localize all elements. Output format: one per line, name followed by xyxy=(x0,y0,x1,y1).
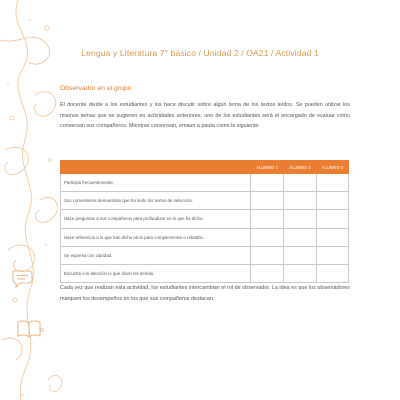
score-cell[interactable] xyxy=(317,210,349,228)
table-row xyxy=(61,228,349,246)
table-row xyxy=(61,210,349,228)
chat-bubble-icon xyxy=(10,268,36,290)
closing-paragraph: Cada vez que realizan esta actividad, los estudiantes intercambian el rol de observador. La idea es que los observadores marquen los desempeños en los que sus compañeros destacan. xyxy=(60,285,350,302)
table-row xyxy=(61,246,349,264)
score-cell[interactable] xyxy=(284,192,317,210)
table-row xyxy=(61,174,349,192)
score-cell[interactable] xyxy=(284,228,317,246)
table-header-alumno-1: ALUMNO 1 xyxy=(251,161,284,174)
score-cell[interactable] xyxy=(317,264,349,282)
open-book-icon xyxy=(16,319,42,339)
score-cell[interactable] xyxy=(284,210,317,228)
table-header-row xyxy=(61,161,349,174)
score-cell[interactable] xyxy=(284,246,317,264)
score-cell[interactable] xyxy=(251,228,284,246)
table-header-alumno-3: ALUMNO 3 xyxy=(317,161,349,174)
criterion-cell: Hace referencia a lo que han dicho otros para complementar o rebatirlo. xyxy=(61,228,251,246)
score-cell[interactable] xyxy=(251,246,284,264)
table-row xyxy=(61,192,349,210)
score-cell[interactable] xyxy=(317,192,349,210)
score-cell[interactable] xyxy=(317,228,349,246)
criterion-cell: Participa frecuentemente. xyxy=(61,174,251,192)
score-cell[interactable] xyxy=(284,264,317,282)
intro-paragraph: El docente divide a los estudiantes y los hace discutir sobre algún tema de los textos leídos. Se pueden utilizar los mismos temas que se sugieren en actividades anteriores. uno de los estudiantes será el encargado de evaluar cómo conversan sus compañeros. Mientras conversan, emaun a pauta como la siguiente: xyxy=(60,102,350,130)
score-cell[interactable] xyxy=(251,264,284,282)
score-cell[interactable] xyxy=(251,210,284,228)
score-cell[interactable] xyxy=(251,192,284,210)
score-cell[interactable] xyxy=(317,174,349,192)
criterion-cell: Escucha con atención lo que dicen los demás. xyxy=(61,264,251,282)
criterion-cell: Sus comentarios demuestran que ha leído los textos de selección. xyxy=(61,192,251,210)
table-header-alumno-2: ALUMNO 2 xyxy=(284,161,317,174)
criterion-cell: Se expresa con claridad. xyxy=(61,246,251,264)
score-cell[interactable] xyxy=(251,174,284,192)
score-cell[interactable] xyxy=(317,246,349,264)
table-header-blank xyxy=(61,161,251,174)
criterion-cell: Hace preguntas a sus compañeros para profundizar en lo que ha dicho. xyxy=(61,210,251,228)
section-heading: Observador en el grupo xyxy=(60,85,132,92)
evaluation-table xyxy=(60,160,349,283)
score-cell[interactable] xyxy=(284,174,317,192)
table-row xyxy=(61,264,349,282)
page-title: Lengua y Literatura 7° básico / Unidad 2 / OA21 / Actividad 1 xyxy=(81,48,319,58)
